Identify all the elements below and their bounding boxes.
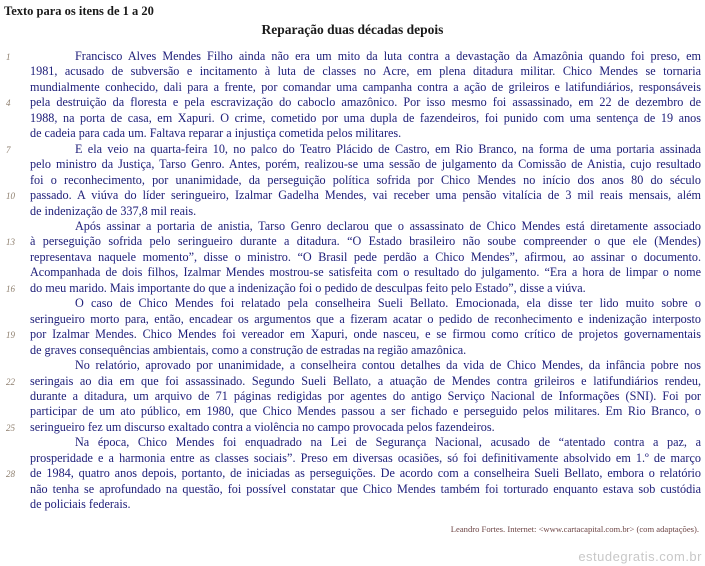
text-line: [0, 281, 701, 296]
line-text: foi o reconhecimento, por unanimidade, da perseguição política sofrida por Chico Mendes no início dos anos 80 do século: [30, 172, 701, 187]
line-text: No relatório, aprovado por unanimidade, a conselheira contou detalhes da vida de Chico Mendes, da infância pobre nos: [75, 358, 701, 373]
line-number: 7: [6, 144, 11, 155]
line-text: participar de um ato público, em 1980, que Chico Mendes passou a ser fichado e perseguido pelos militares. Em Rio Branco, o: [30, 404, 701, 419]
line-number: 13: [6, 237, 15, 248]
line-number: 22: [6, 376, 15, 387]
text-line: [0, 49, 701, 64]
text-line: [0, 435, 701, 450]
text-line: [0, 80, 701, 95]
line-text: Acompanhada de dois filhos, Izalmar Mendes mostrou-se satisfeita com o resultado do julgamento. “Era a hora de limpar o nome: [30, 265, 701, 280]
text-line: [0, 312, 701, 327]
text-line: [0, 404, 701, 419]
line-text: mundialmente conhecido, dali para a frente, por comandar uma campanha contra a ação de grileiros e latifundiários, responsáveis: [30, 79, 701, 94]
text-line: [0, 358, 701, 373]
line-text: de policiais federais.: [30, 497, 131, 512]
line-text: durante a ditadura, um arquivo de 71 páginas redigidas por agentes do antigo Serviço Nacional de Informações (SNI). Foi por: [30, 388, 701, 403]
line-text: pelo ministro da Justiça, Tarso Genro. Antes, porém, realizou-se uma sessão de julgamento da Comissão de Anistia, cujo resultado: [30, 157, 701, 172]
text-line: [0, 451, 701, 466]
document-title: Reparação duas décadas depois: [261, 22, 444, 37]
text-line: [0, 173, 701, 188]
text-line: [0, 64, 701, 79]
line-number: 16: [6, 283, 15, 294]
text-line: [0, 482, 701, 497]
text-line: [0, 327, 701, 342]
line-text: seringueiro morto para, então, encadear os argumentos que a fizeram acatar o pedido de reconhecimento e indenização interposto: [30, 311, 701, 326]
line-number: 1: [6, 52, 11, 62]
text-line: [0, 204, 701, 219]
text-line: [0, 157, 701, 172]
text-line: [0, 343, 701, 358]
text-body: [0, 49, 701, 513]
line-text: de cadeia para cada um. Faltava reparar a injustiça cometida pelos militares.: [30, 126, 402, 141]
text-line: [0, 420, 701, 435]
text-line: [0, 296, 701, 311]
line-number: 4: [6, 98, 11, 109]
line-text: por Izalmar Mendes. Chico Mendes foi vereador em Xapuri, onde nasceu, e se firmou como crítico de projetos governamentais: [30, 327, 701, 342]
line-text: 1988, na porta de casa, em Xapuri. O crime, cometido por uma dupla de fazendeiros, foi punido com uma sentença de 19 anos: [30, 110, 701, 125]
line-text: passado. A viúva do líder seringueiro, Izalmar Gadelha Mendes, vai receber uma pensão vitalícia de 3 mil reais mensais, além: [30, 188, 701, 203]
site-watermark: estudegratis.com.br: [578, 549, 702, 564]
text-line: [0, 374, 701, 389]
text-line: [0, 497, 701, 512]
text-line: [0, 126, 701, 141]
line-text: Após assinar a portaria de anistia, Tarso Genro declarou que o assassinato de Chico Mendes está diretamente associado: [75, 218, 701, 233]
text-line: [0, 250, 701, 265]
text-line: [0, 265, 701, 280]
text-line: [0, 188, 701, 203]
text-line: [0, 234, 701, 249]
text-line: [0, 219, 701, 234]
line-text: 1981, acusado de subversão e incitamento à luta de classes no Acre, em plena ditadura militar. Chico Mendes se tornaria: [30, 64, 701, 79]
text-reference-label: Texto para os itens de 1 a 20: [4, 4, 154, 18]
text-line: [0, 142, 701, 157]
line-text: Na época, Chico Mendes foi enquadrado na Lei de Segurança Nacional, acusado de “atentado contra a paz, a: [75, 435, 701, 450]
line-number: 19: [6, 330, 15, 341]
line-text: prosperidade e a harmonia entre as classes sociais”. Preso em diversas ocasiões, só foi definitivamente absolvido em 1.º de março: [30, 450, 701, 465]
line-text: de indenização de 337,8 mil reais.: [30, 203, 197, 218]
line-text: de graves consequências ambientais, como a construção de estradas na região amazônica.: [30, 342, 467, 357]
line-text: E ela veio na quarta-feira 10, no palco do Teatro Plácido de Castro, em Rio Branco, na forma de uma portaria assinada: [75, 141, 701, 156]
source-attribution: Leandro Fortes. Internet: <www.cartacapital.com.br> (com adaptações).: [450, 524, 699, 534]
line-text: seringueiro fez um discurso exaltado contra a violência no campo provocada pelos fazendeiros.: [30, 419, 495, 434]
line-number: 28: [6, 469, 15, 480]
line-number: 25: [6, 422, 15, 433]
line-text: pela destruição da floresta e pela escravização do caboclo amazônico. Por isso mesmo foi assassinado, em 22 de dezembro de: [30, 95, 701, 110]
line-text: Francisco Alves Mendes Filho ainda não era um mito da luta contra a devastação da Amazônia quando foi preso, em: [75, 49, 701, 63]
text-line: [0, 111, 701, 126]
line-text: representava naquele momento”, disse o ministro. “O Brasil pede perdão a Chico Mendes”, afirmou, ao assinar o documento.: [30, 249, 701, 264]
text-line: [0, 389, 701, 404]
text-line: [0, 466, 701, 481]
line-text: não tenha se aprofundado na questão, foi possível constatar que Chico Mendes também foi torturado enquanto estava sob custódia: [30, 481, 701, 496]
line-text: à perseguição sofrida pelo seringueiro durante a ditadura. “O Estado brasileiro não soube compreender o que ele (Mendes): [30, 234, 701, 249]
text-line: [0, 95, 701, 110]
line-number: 10: [6, 191, 15, 202]
line-text: de 1984, quatro anos depois, portanto, de iniciadas as perseguições. De acordo com a conselheira Sueli Bellato, embora o relatório: [30, 466, 701, 481]
line-text: do meu marido. Mais importante do que a indenização foi o pedido de desculpas feito pelo Estado”, disse a viúva.: [30, 280, 586, 295]
line-text: O caso de Chico Mendes foi relatado pela conselheira Sueli Bellato. Emocionada, ela disse ter lido muito sobre o: [75, 296, 701, 311]
line-text: seringais ao dia em que foi assassinado. Segundo Sueli Bellato, a atuação de Mendes contra grileiros e latifundiários rendeu,: [30, 373, 701, 388]
